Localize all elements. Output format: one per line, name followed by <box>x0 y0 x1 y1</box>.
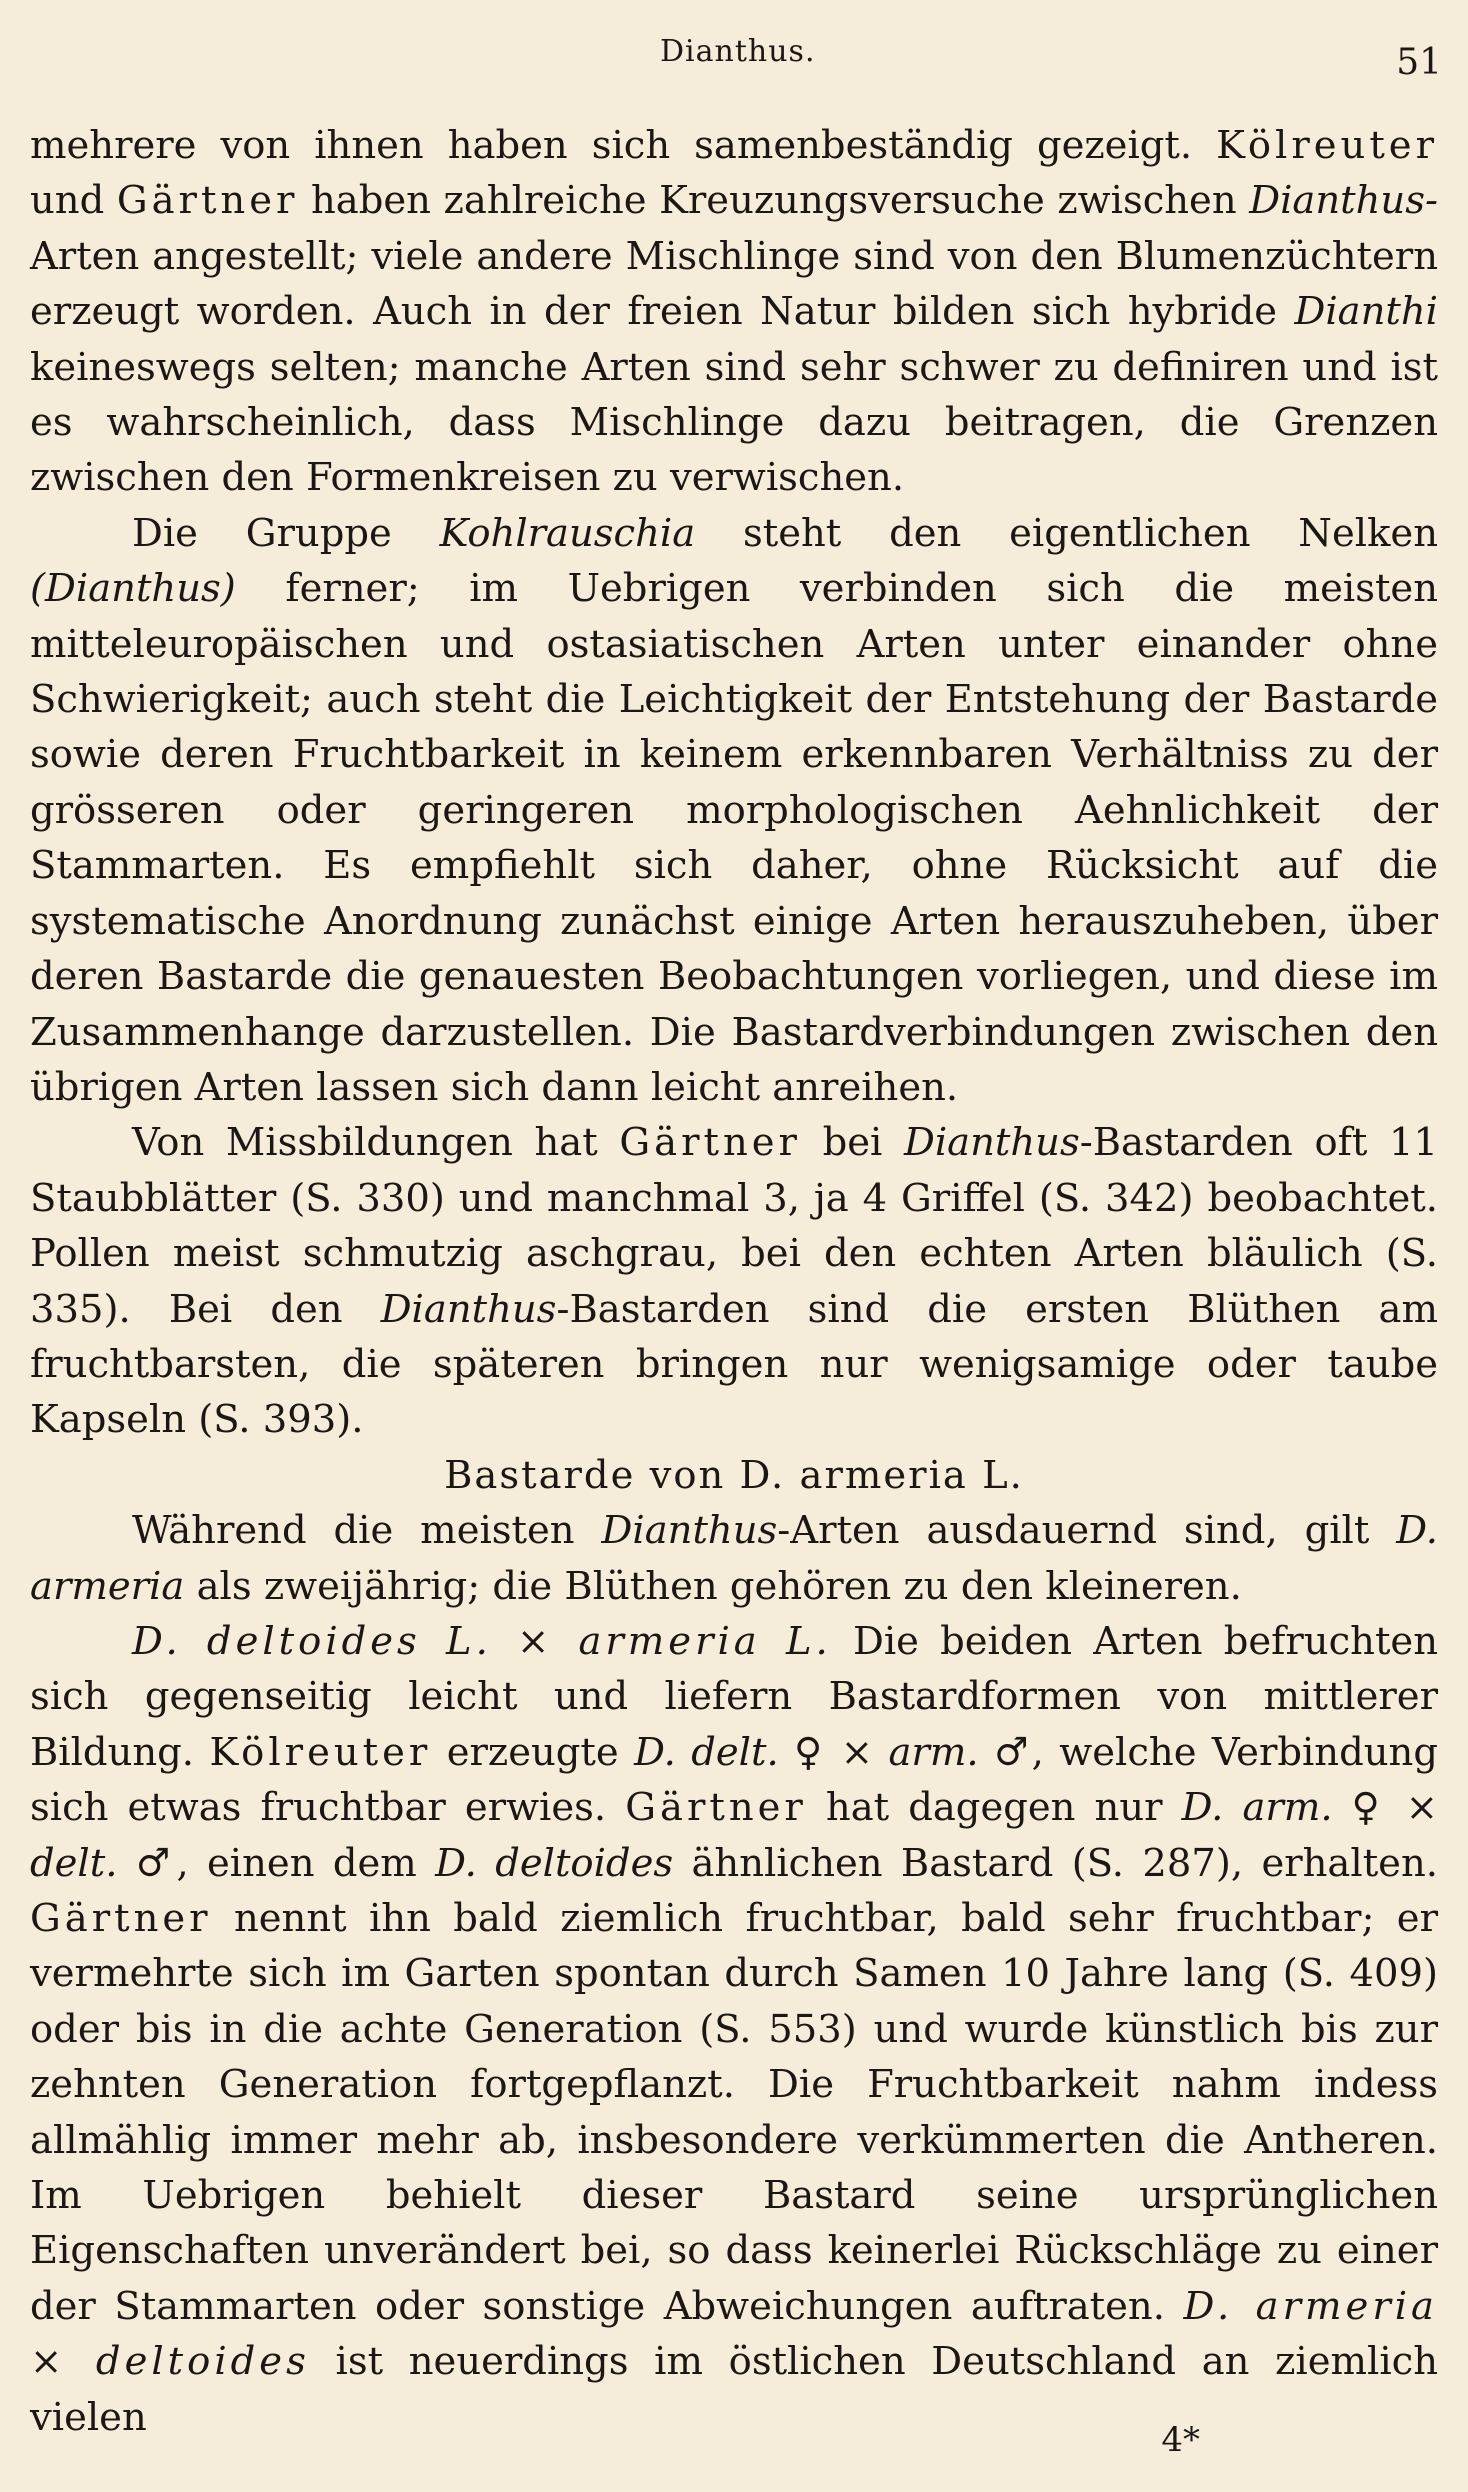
taxon-name: (Dianthus) <box>30 566 236 612</box>
page-number: 51 <box>1396 42 1442 83</box>
taxon-name: Kohlrauschia <box>439 510 696 556</box>
paragraph-missbildungen: Von Missbildungen hat Gärtner bei Dianthus-Bastarden oft 11 Staubblätter (S. 330) und manchmal 3, ja 4 Griffel (S. 342) beobachtet. Pollen meist schmutzig aschgrau, bei den echten Arten bläulich (S. 335). Bei den Dianthus-Bastarden sind die ersten Blüthen am fruchtbarsten, die späteren bringen nur wenigsamige oder taube Kapseln (S. 393). <box>30 1120 1439 1443</box>
author-name: Gärtner <box>116 178 299 224</box>
author-name: Kölreuter <box>209 1729 432 1775</box>
paragraph-hybrid-intro: mehrere von ihnen haben sich samenbeständig gezeigt. Kölreuter und Gärtner haben zahlreiche Kreuzungsversuche zwischen Dianthus-Arten angestellt; viele andere Mischlinge sind von den Blumenzüchtern erzeugt worden. Auch in der freien Natur bilden sich hybride Dianthi keineswegs selten; manche Arten sind sehr schwer zu definiren und ist es wahrscheinlich, dass Mischlinge dazu beitragen, die Grenzen zwischen den Formenkreisen zu verwischen. <box>30 123 1438 501</box>
paragraph-kohlrauschia: Die Gruppe Kohlrauschia steht den eigentlichen Nelken (Dianthus) ferner; im Uebrigen verbinden sich die meisten mitteleuropäischen und ostasiatischen Arten unter einander ohne Schwierigkeit; auch steht die Leichtigkeit der Entstehung der Bastarde sowie deren Fruchtbarkeit in keinem erkennbaren Verhältniss zu der grösseren oder geringeren morphologischen Aehnlichkeit der Stammarten. Es empfiehlt sich daher, ohne Rücksicht auf die systematische Anordnung zunächst einige Arten herauszuheben, über deren Bastarde die genauesten Beobachtungen vorliegen, und diese im Zusammenhange darzustellen. Die Bastardverbindungen zwischen den übrigen Arten lassen sich dann leicht anreihen. <box>30 510 1438 1110</box>
signature-mark: 4* <box>1161 2420 1200 2460</box>
paragraph-deltoides-armeria: D. deltoides L. × armeria L. Die beiden Arten befruchten sich gegenseitig leicht und liefern Bastardformen von mittlerer Bildung. Kölreuter erzeugte D. delt. ♀ × arm. ♂, welche Verbindung sich etwas fruchtbar erwies. Gärtner hat dagegen nur D. arm. ♀ × delt. ♂, einen dem D. deltoides ähnlichen Bastard (S. 287), erhalten. Gärtner nennt ihn bald ziemlich fruchtbar, bald sehr fruchtbar; er vermehrte sich im Garten spontan durch Samen 10 Jahre lang (S. 409) oder bis in die achte Generation (S. 553) und wurde künstlich bis zur zehnten Generation fortgepflanzt. Die Fruchtbarkeit nahm indess allmählig immer mehr ab, insbesondere verkümmerten die Antheren. Im Uebrigen behielt dieser Bastard seine ursprünglichen Eigenschaften unverändert bei, so dass keinerlei Rückschläge zu einer der Stammarten oder sonstige Abweichungen auftraten. D. armeria × deltoides ist neuerdings im östlichen Deutschland an ziemlich vielen <box>30 1618 1439 2440</box>
taxon-name: Dianthus <box>903 1120 1080 1166</box>
author-name: Gärtner <box>619 1120 801 1166</box>
author-name: Gärtner <box>625 1785 807 1831</box>
running-title: Dianthus. <box>660 34 816 69</box>
hybrid-formula: D. armeria × deltoides <box>30 2283 1438 2385</box>
page-header <box>0 28 1468 88</box>
taxon-name: Dianthi <box>1294 289 1438 335</box>
taxon-name: Dianthus- <box>1249 178 1438 224</box>
author-name: Kölreuter <box>1216 123 1438 168</box>
author-name: Gärtner <box>30 1896 212 1941</box>
hybrid-formula: D. deltoides L. × armeria L. <box>132 1618 832 1664</box>
paragraph-armeria-intro: Während die meisten Dianthus-Arten ausdauernd sind, gilt D. armeria als zweijährig; die Blüthen gehören zu den kleineren. <box>30 1508 1438 1609</box>
taxon-name: D. deltoides <box>435 1840 674 1886</box>
taxon-name: D. armeria <box>30 1508 1438 1609</box>
cross-formula: D. delt. ♀ × arm. ♂ <box>634 1729 1032 1775</box>
body-text <box>30 118 1438 2445</box>
taxon-name: Dianthus <box>380 1286 557 1332</box>
section-heading: Bastarde von D. armeria L. <box>444 1452 1024 1498</box>
cross-formula: D. arm. ♀ × delt. ♂ <box>30 1785 1438 1886</box>
taxon-name: Dianthus <box>601 1508 778 1554</box>
